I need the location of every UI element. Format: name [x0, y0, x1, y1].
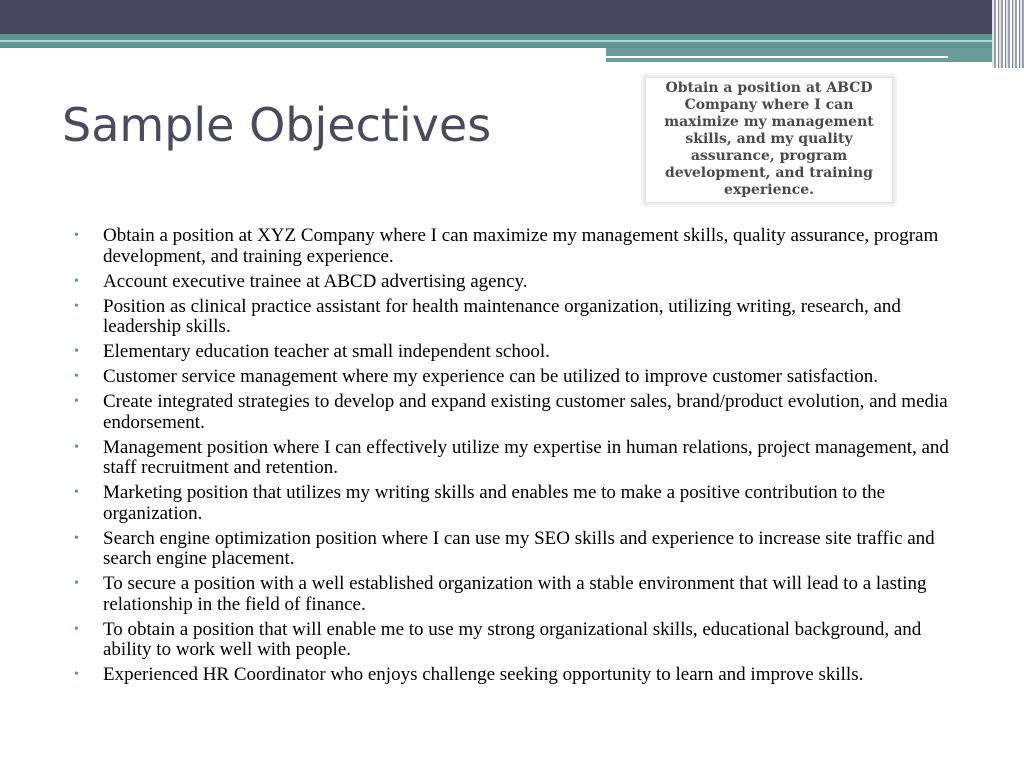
callout-text: Obtain a position at ABCD Company where I can maximize my management skills, and my quality assurance, program development, and training experience. [664, 80, 874, 198]
list-item-text: Elementary education teacher at small independent school. [103, 341, 550, 362]
corner-decoration [992, 0, 1024, 68]
list-item [74, 620, 974, 661]
bullet-icon: • [74, 530, 79, 546]
list-item-text: To secure a position with a well established organization with a stable environment that will lead to a lasting relationship in the field of finance. [103, 573, 927, 615]
bullet-icon: • [74, 298, 79, 314]
list-item-text: Management position where I can effectively utilize my expertise in human relations, project management, and staff recruitment and retention. [103, 436, 949, 478]
list-item-text: Create integrated strategies to develop and expand existing customer sales, brand/product evolution, and media endorsement. [103, 391, 948, 433]
list-item-text: Obtain a position at XYZ Company where I can maximize my management skills, quality assurance, program development, and training experience. [103, 225, 939, 267]
bullet-icon: • [74, 667, 79, 682]
slide-title: Sample Objectives [62, 98, 492, 152]
list-item [74, 367, 974, 388]
bullet-icon: • [74, 273, 79, 289]
list-item-text: Search engine optimization position where I can use my SEO skills and experience to increase site traffic and search engine placement. [103, 527, 935, 569]
list-item [74, 226, 974, 267]
list-item [74, 529, 974, 570]
bullet-icon: • [74, 228, 79, 243]
bullet-icon: • [74, 394, 79, 409]
bullet-icon: • [74, 344, 79, 359]
list-item-text: Marketing position that utilizes my writing skills and enables me to make a positive contribution to the organization. [103, 482, 886, 524]
list-item [74, 438, 974, 479]
list-item-text: Account executive trainee at ABCD advertising agency. [103, 270, 528, 292]
bullet-icon: • [74, 485, 79, 500]
list-item-text: Position as clinical practice assistant for health maintenance organization, utilizing writing, research, and leadership skills. [103, 295, 901, 337]
list-item-text: To obtain a position that will enable me to use my strong organizational skills, educational background, and ability to work well with people. [103, 618, 922, 660]
bullet-icon: • [74, 621, 79, 637]
bullet-icon: • [74, 439, 79, 455]
accent-tab-line [606, 56, 948, 58]
list-item [74, 297, 974, 338]
bullet-icon: • [74, 576, 79, 591]
list-item [74, 665, 974, 686]
header-band [0, 0, 1024, 34]
accent-tab-inner [606, 62, 1006, 68]
list-item [74, 574, 974, 615]
list-item-text: Customer service management where my experience can be utilized to improve customer satisfaction. [103, 366, 879, 387]
accent-line [0, 40, 1024, 42]
list-item [74, 342, 974, 363]
list-item-text: Experienced HR Coordinator who enjoys challenge seeking opportunity to learn and improve skills. [103, 664, 864, 685]
objectives-list [74, 226, 974, 690]
list-item [74, 483, 974, 524]
list-item [74, 392, 974, 433]
callout-image [646, 78, 892, 202]
bullet-icon: • [74, 369, 79, 384]
list-item [74, 272, 974, 293]
